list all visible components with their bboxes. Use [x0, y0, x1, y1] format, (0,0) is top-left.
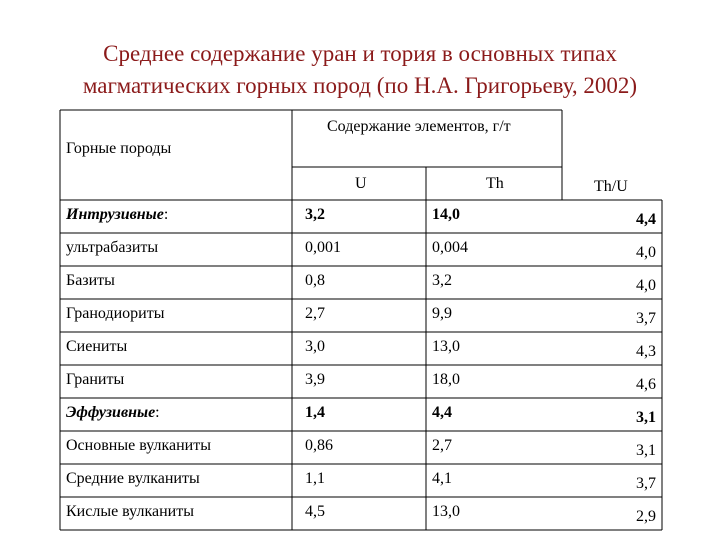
th-u-ratio: 4,4	[636, 211, 656, 228]
u-value: 0,001	[305, 239, 341, 256]
th-u-ratio: 3,7	[636, 475, 656, 492]
row-name: Граниты	[66, 371, 125, 388]
row-name: Основные вулканиты	[66, 437, 211, 454]
row-name: Эффузивные:	[66, 404, 160, 421]
u-value: 3,0	[305, 338, 325, 355]
row-name: ультрабазиты	[66, 239, 159, 256]
header-th-u-ratio: Th/U	[594, 178, 628, 195]
u-value: 3,9	[305, 371, 325, 388]
th-u-ratio: 4,6	[636, 376, 656, 393]
title-line-1: Среднее содержание уран и тория в основных типах	[103, 41, 617, 66]
row-name: Гранодиориты	[66, 305, 165, 322]
th-value: 2,7	[432, 437, 452, 454]
th-u-ratio: 3,7	[636, 310, 656, 327]
th-value: 4,4	[432, 404, 452, 421]
th-u-ratio: 3,1	[636, 409, 656, 426]
header-th: Th	[486, 175, 504, 192]
th-u-ratio: 2,9	[636, 508, 656, 525]
th-value: 13,0	[432, 338, 460, 355]
header-rock-types: Горные породы	[66, 140, 172, 157]
header-element-content: Содержание элементов, г/т	[327, 118, 511, 135]
u-value: 4,5	[305, 503, 325, 520]
u-value: 3,2	[305, 206, 325, 223]
row-name: Базиты	[66, 272, 115, 289]
th-value: 18,0	[432, 371, 460, 388]
u-value: 0,86	[305, 437, 333, 454]
row-name: Сиениты	[66, 338, 128, 355]
th-u-ratio: 4,3	[636, 343, 656, 360]
u-value: 0,8	[305, 272, 325, 289]
u-value: 1,4	[305, 404, 325, 421]
th-value: 9,9	[432, 305, 452, 322]
title-line-2: магматических горных пород (по Н.А. Григорьеву, 2002)	[82, 73, 638, 98]
row-name: Средние вулканиты	[66, 470, 200, 487]
row-name: Кислые вулканиты	[66, 503, 194, 520]
u-value: 2,7	[305, 305, 325, 322]
u-value: 1,1	[305, 470, 325, 487]
row-name: Интрузивные:	[66, 206, 169, 223]
th-value: 13,0	[432, 503, 460, 520]
header-u: U	[355, 175, 367, 192]
th-value: 0,004	[432, 239, 468, 256]
th-u-ratio: 4,0	[636, 244, 656, 261]
th-value: 4,1	[432, 470, 452, 487]
th-value: 14,0	[432, 206, 460, 223]
th-u-ratio: 3,1	[636, 442, 656, 459]
th-value: 3,2	[432, 272, 452, 289]
th-u-ratio: 4,0	[636, 277, 656, 294]
